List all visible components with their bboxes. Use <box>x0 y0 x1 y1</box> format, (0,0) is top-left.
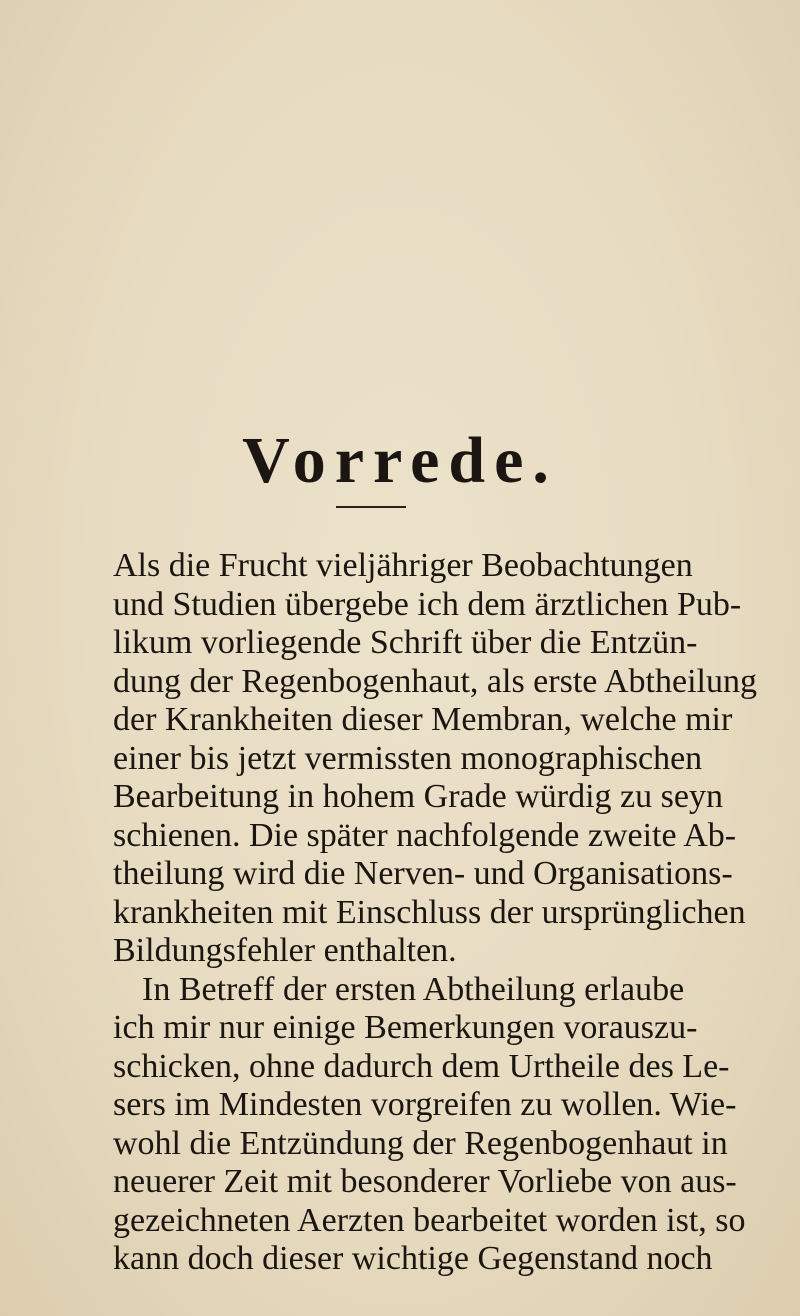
text-line: sers im Mindesten vorgreifen zu wollen. Wie- <box>113 1086 737 1123</box>
text-line: ich mir nur einige Bemerkungen vorauszu- <box>113 1009 698 1046</box>
text-line: schicken, ohne dadurch dem Urtheile des Le- <box>113 1047 730 1085</box>
title-divider <box>336 506 406 508</box>
text-line: der Krankheiten dieser Membran, welche mir <box>113 701 733 738</box>
text-line: Bearbeitung in hohem Grade würdig zu seyn <box>113 778 723 815</box>
text-line: In Betreff der ersten Abtheilung erlaube <box>142 970 685 1008</box>
text-line: krankheiten mit Einschluss der ursprünglichen <box>113 893 746 931</box>
text-line: schienen. Die später nachfolgende zweite Ab- <box>113 816 737 854</box>
text-line: dung der Regenbogenhaut, als erste Abtheilung <box>113 662 757 700</box>
text-line: Als die Frucht vieljähriger Beobachtungen <box>113 547 693 584</box>
page-title: Vorrede. <box>242 424 558 497</box>
text-line: gezeichneten Aerzten bearbeitet worden ist, so <box>113 1201 746 1239</box>
body-text <box>113 547 757 1279</box>
text-line: likum vorliegende Schrift über die Entzün- <box>113 624 698 661</box>
text-line: theilung wird die Nerven- und Organisations- <box>113 855 733 892</box>
text-line: einer bis jetzt vermissten monographischen <box>113 739 703 777</box>
paragraph-2 <box>113 970 746 1279</box>
paragraph-1 <box>113 547 757 971</box>
text-line: neuerer Zeit mit besonderer Vorliebe von aus- <box>113 1163 737 1200</box>
text-line: Bildungsfehler enthalten. <box>113 932 457 969</box>
text-line: kann doch dieser wichtige Gegenstand noch <box>113 1240 713 1277</box>
text-line: wohl die Entzündung der Regenbogenhaut in <box>113 1124 728 1162</box>
text-line: und Studien übergebe ich dem ärztlichen Pub- <box>113 585 742 623</box>
